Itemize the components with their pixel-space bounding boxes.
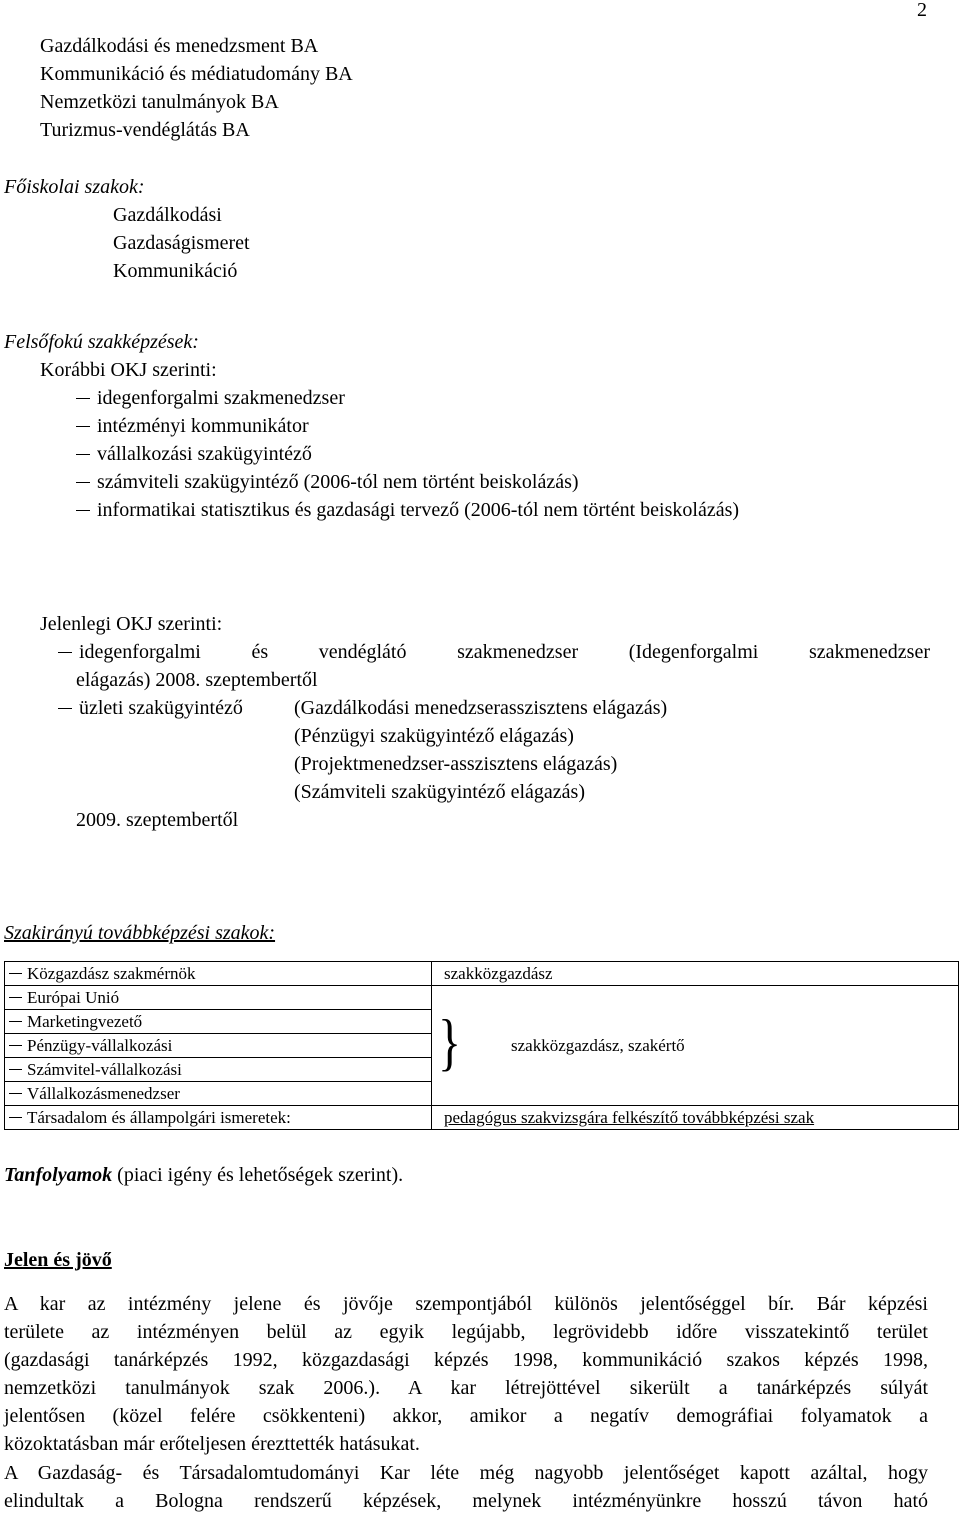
table-row xyxy=(5,1106,959,1130)
table-cell: Európai Unió xyxy=(5,986,432,1010)
foiskolai-item: Gazdaságismeret xyxy=(113,232,250,254)
dash-bullet xyxy=(76,482,90,484)
dash-bullet xyxy=(9,997,22,998)
tanfolyamok-rest: (piaci igény és lehetőségek szerint). xyxy=(112,1164,404,1186)
dash-bullet xyxy=(9,1021,22,1022)
jelen-heading: Jelen és jövő xyxy=(4,1249,112,1271)
paragraph-line: nemzetközi tanulmányok szak 2006.). A kar létrejöttével sikerült a tanárképzés súlyát xyxy=(4,1377,928,1399)
dash-bullet xyxy=(76,398,90,400)
korabbi-okj-item: számviteli szakügyintéző (2006-tól nem történt beiskolázás) xyxy=(76,470,579,494)
dash-bullet xyxy=(58,652,72,654)
dash-bullet xyxy=(58,708,72,710)
foiskolai-item: Gazdálkodási xyxy=(113,204,222,226)
tanfolyamok-bold: Tanfolyamok xyxy=(4,1164,113,1186)
korabbi-okj-item: informatikai statisztikus és gazdasági tervező (2006-tól nem történt beiskolázás) xyxy=(76,498,739,522)
jelenlegi-okj-item-line2: elágazás) 2008. szeptembertől xyxy=(76,669,318,691)
korabbi-okj-item: intézményi kommunikátor xyxy=(76,414,309,438)
paragraph-line: elindultak a Bologna rendszerű képzések, melynek intézményünkre hosszú távon ható xyxy=(4,1490,928,1512)
branch-item: (Pénzügyi szakügyintéző elágazás) xyxy=(294,725,574,747)
jelenlegi-okj-item2-label: üzleti szakügyintéző xyxy=(58,696,243,720)
table-cell: Vállalkozásmenedzser xyxy=(5,1082,432,1106)
jelenlegi-word: (Idegenforgalmi xyxy=(628,641,759,663)
branch-item: (Gazdálkodási menedzserasszisztens elágazás) xyxy=(294,697,668,719)
korabbi-okj-heading: Korábbi OKJ szerinti: xyxy=(40,359,217,381)
curly-brace-icon: } xyxy=(438,1006,462,1077)
jelenlegi-okj-item2-date: 2009. szeptembertől xyxy=(76,809,239,831)
paragraph-line: területe az intézményen belül az egyik legújabb, legrövidebb időre visszatekintő terület xyxy=(4,1321,928,1343)
jelenlegi-okj-item-line1 xyxy=(58,640,930,664)
table-cell: Pénzügy-vállalkozási xyxy=(5,1034,432,1058)
tanfolyamok-line xyxy=(4,1163,403,1187)
jelenlegi-okj-heading: Jelenlegi OKJ szerinti: xyxy=(40,613,223,635)
branch-item: (Számviteli szakügyintéző elágazás) xyxy=(294,781,585,803)
paragraph-line: A Gazdaság- és Társadalomtudományi Kar léte még nagyobb jelentőséget kapott azáltal, hogy xyxy=(4,1462,928,1484)
jelenlegi-word: vendéglátó xyxy=(318,641,407,663)
table-cell: Marketingvezető xyxy=(5,1010,432,1034)
table-cell: Társadalom és állampolgári ismeretek: xyxy=(5,1106,432,1130)
foiskolai-heading: Főiskolai szakok: xyxy=(4,176,145,198)
dash-bullet xyxy=(9,1069,22,1070)
foiskolai-item: Kommunikáció xyxy=(113,260,238,282)
dash-bullet xyxy=(9,1045,22,1046)
dash-bullet xyxy=(76,426,90,428)
table-cell: szakközgazdász xyxy=(432,962,959,986)
jelenlegi-word: szakmenedzser xyxy=(808,641,930,663)
dash-bullet xyxy=(9,1093,22,1094)
table-cell: Számvitel-vállalkozási xyxy=(5,1058,432,1082)
paragraph-line: közoktatásban már erőteljesen érezttették hatásukat. xyxy=(4,1433,420,1455)
dash-bullet xyxy=(9,973,22,974)
table-cell: pedagógus szakvizsgára felkészítő továbbképzési szak xyxy=(432,1106,959,1130)
jelenlegi-word: és xyxy=(251,641,269,663)
szakiranyu-heading: Szakirányú továbbképzési szakok: xyxy=(4,922,276,944)
ba-program-item: Nemzetközi tanulmányok BA xyxy=(40,91,279,113)
dash-bullet xyxy=(76,454,90,456)
paragraph-line: (gazdasági tanárképzés 1992, közgazdasági képzés 1998, kommunikáció szakos képzés 1998, xyxy=(4,1349,928,1371)
paragraph-line: jelentősen (közel felére csökkenteni) akkor, amikor a negatív demográfiai folyamatok a xyxy=(4,1405,928,1427)
szakiranyu-table xyxy=(4,961,959,1130)
table-row xyxy=(5,962,959,986)
brace-label: szakközgazdász, szakértő xyxy=(511,1036,685,1055)
table-cell: Közgazdász szakmérnök xyxy=(5,962,432,986)
ba-program-item: Gazdálkodási és menedzsment BA xyxy=(40,35,319,57)
felsofoku-heading: Felsőfokú szakképzések: xyxy=(4,331,199,353)
jelenlegi-word: idegenforgalmi xyxy=(58,640,201,664)
jelenlegi-word: szakmenedzser xyxy=(457,641,579,663)
ba-program-item: Kommunikáció és médiatudomány BA xyxy=(40,63,353,85)
korabbi-okj-item: vállalkozási szakügyintéző xyxy=(76,442,312,466)
ba-program-item: Turizmus-vendéglátás BA xyxy=(40,119,250,141)
dash-bullet xyxy=(9,1117,22,1118)
table-row xyxy=(5,986,959,1010)
branch-item: (Projektmenedzser-asszisztens elágazás) xyxy=(294,753,618,775)
korabbi-okj-item: idegenforgalmi szakmenedzser xyxy=(76,386,345,410)
paragraph-line: A kar az intézmény jelene és jövője szempontjából különös jelentőséggel bír. Bár képzési xyxy=(4,1293,928,1315)
dash-bullet xyxy=(76,510,90,512)
page-number: 2 xyxy=(917,0,927,21)
